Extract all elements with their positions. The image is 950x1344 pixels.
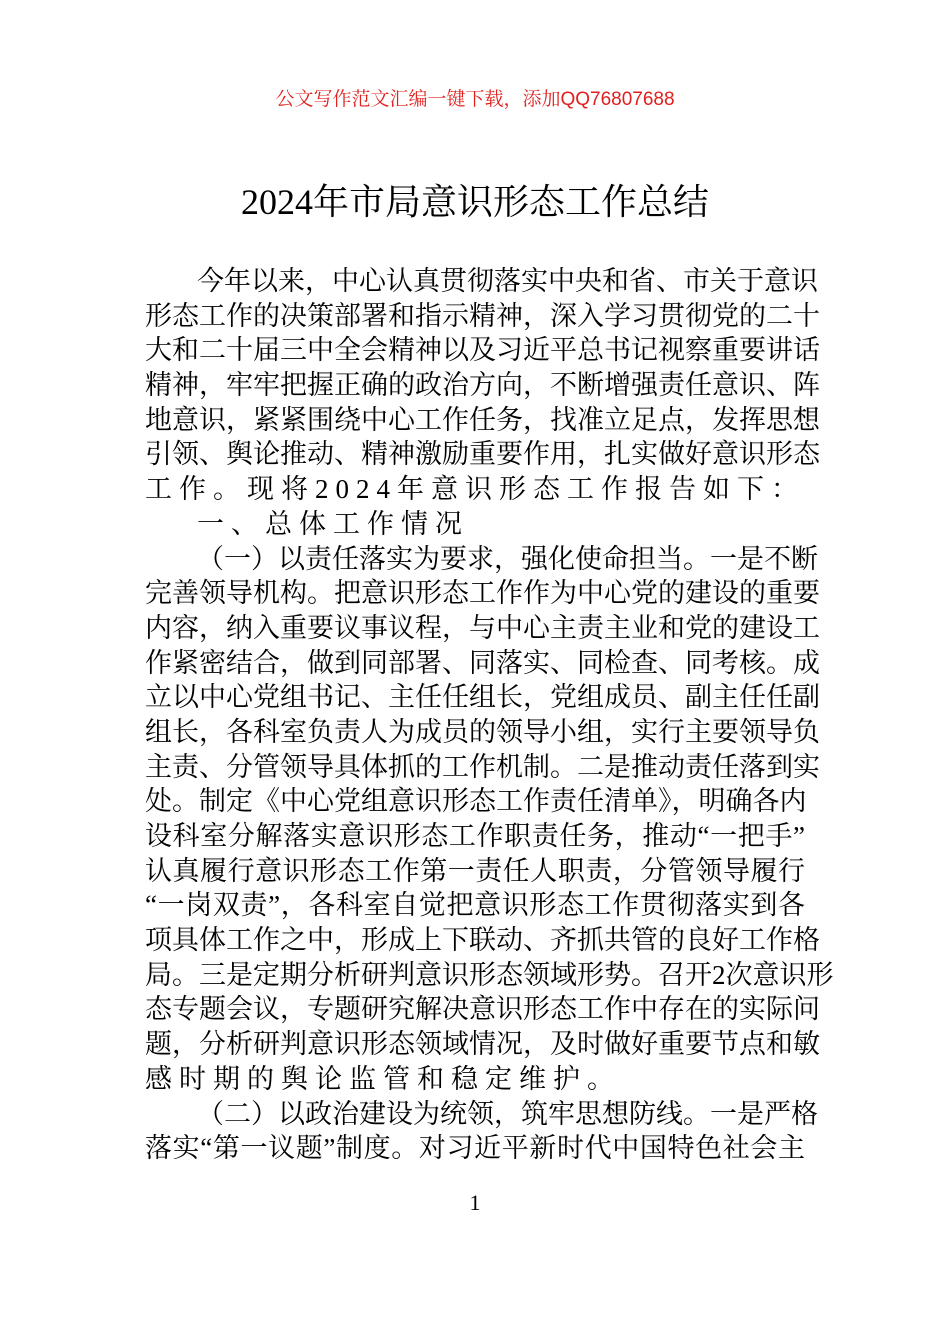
document-title: 2024年市局意识形态工作总结: [240, 182, 709, 222]
paragraph-line: 形态工作的决策部署和指示精神，深入学习贯彻党的二十: [145, 300, 820, 331]
paragraph-line: （二）以政治建设为统领，筑牢思想防线。一是严格: [197, 1098, 818, 1129]
paragraph-line: 今年以来，中心认真贯彻落实中央和省、市关于意识: [197, 266, 818, 296]
paragraph-line: 引领、舆论推动、精神激励重要作用，扎实做好意识形态: [145, 439, 820, 470]
paragraph-line: 一、总体工作情况: [197, 508, 469, 539]
paragraph-line: 完善领导机构。把意识形态工作作为中心党的建设的重要: [145, 578, 820, 609]
paragraph-line: 大和二十届三中全会精神以及习近平总书记视察重要讲话: [145, 335, 820, 366]
paragraph-line: 感时期的舆论监管和稳定维护。: [145, 1063, 621, 1094]
document-body: [145, 264, 834, 1166]
paragraph-line: （一）以责任落实为要求，强化使命担当。一是不断: [197, 543, 818, 574]
paragraph-line: 工作。现将2024年意识形态工作报告如下：: [145, 474, 805, 505]
paragraph-line: 落实“第一议题”制度。对习近平新时代中国特色社会主: [145, 1133, 805, 1164]
paragraph-line: 项具体工作之中，形成上下联动、齐抓共管的良好工作格: [145, 925, 820, 956]
paragraph-line: 立以中心党组书记、主任任组长，党组成员、副主任任副: [145, 682, 820, 713]
paragraph-line: 组长，各科室负责人为成员的领导小组，实行主要领导负: [145, 716, 820, 747]
paragraph-line: “一岗双责”，各科室自觉把意识形态工作贯彻落实到各: [145, 890, 805, 921]
paragraph-line: 地意识，紧紧围绕中心工作任务，找准立足点，发挥思想: [145, 404, 820, 435]
paragraph-line: 认真履行意识形态工作第一责任人职责，分管领导履行: [145, 855, 805, 886]
paragraph-line: 态专题会议，专题研究解决意识形态工作中存在的实际问: [145, 994, 820, 1025]
paragraph-line: 处。制定《中心党组意识形态工作责任清单》，明确各内: [145, 786, 807, 817]
paragraph-line: 题，分析研判意识形态领域情况，及时做好重要节点和敏: [145, 1029, 820, 1060]
paragraph-line: 精神，牢牢把握正确的政治方向，不断增强责任意识、阵: [145, 370, 820, 401]
paragraph-line: 主责、分管领导具体抓的工作机制。二是推动责任落到实: [145, 751, 820, 782]
paragraph-line: 局。三是定期分析研判意识形态领域形势。召开2次意识形: [145, 959, 834, 990]
watermark-header: 公文写作范文汇编一键下载，添加QQ76807688: [275, 89, 675, 110]
paragraph-line: 作紧密结合，做到同部署、同落实、同检查、同考核。成: [145, 647, 820, 678]
paragraph-line: 设科室分解落实意识形态工作职责任务，推动“一把手”: [145, 821, 805, 851]
paragraph-line: 内容，纳入重要议事议程，与中心主责主业和党的建设工: [145, 612, 820, 643]
page-number: 1: [469, 1190, 481, 1215]
